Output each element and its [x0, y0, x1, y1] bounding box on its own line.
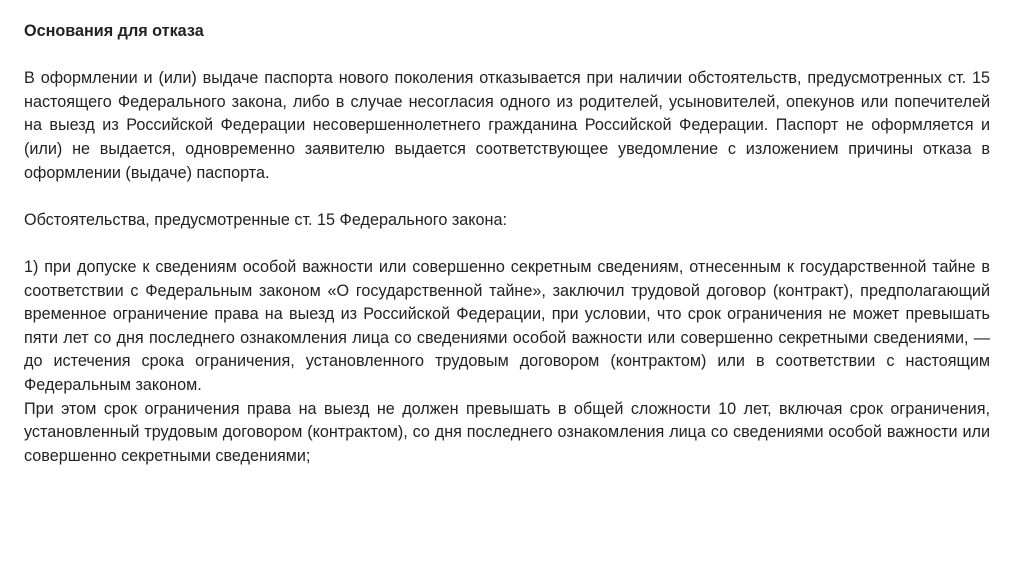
- paragraph-circumstances-intro: Обстоятельства, предусмотренные ст. 15 Федерального закона:: [24, 210, 507, 229]
- spacer: [24, 232, 990, 256]
- paragraph-item-1: 1) при допуске к сведениям особой важности или совершенно секретным сведениям, отнесенным к государственной тайне в соответствии с Федеральным законом «О государственной тайне», заключил трудовой договор (контракт), предполагающий временное ограничение права на выезд из Российской Федерации, при условии, что срок ограничения не может превышать пяти лет со дня последнего ознакомления лица со сведениями особой важности или совершенно секретными сведениями, — до истечения срока ограничения, установленного трудовым договором (контрактом) или в соответствии с настоящим Федеральным законом.: [24, 257, 990, 394]
- spacer: [24, 185, 990, 209]
- document-heading: Основания для отказа: [24, 22, 204, 40]
- paragraph-term-limit: При этом срок ограничения права на выезд не должен превышать в общей сложности 10 лет, включая срок ограничения, установленный трудовым договором (контрактом), со дня последнего ознакомления лица со сведениями особой важности или совершенно секретными сведениями;: [24, 399, 990, 465]
- spacer: [24, 44, 990, 68]
- document-page: [24, 20, 990, 468]
- paragraph-refusal-grounds: В оформлении и (или) выдаче паспорта нового поколения отказывается при наличии обстоятельств, предусмотренных ст. 15 настоящего Федерального закона, либо в случае несогласия одного из родителей, усыновителей, опекунов или попечителей на выезд из Российской Федерации несовершеннолетнего гражданина Российской Федерации. Паспорт не оформляется и (или) не выдается, одновременно заявителю выдается соответствующее уведомление с изложением причины отказа в оформлении (выдаче) паспорта.: [24, 69, 990, 182]
